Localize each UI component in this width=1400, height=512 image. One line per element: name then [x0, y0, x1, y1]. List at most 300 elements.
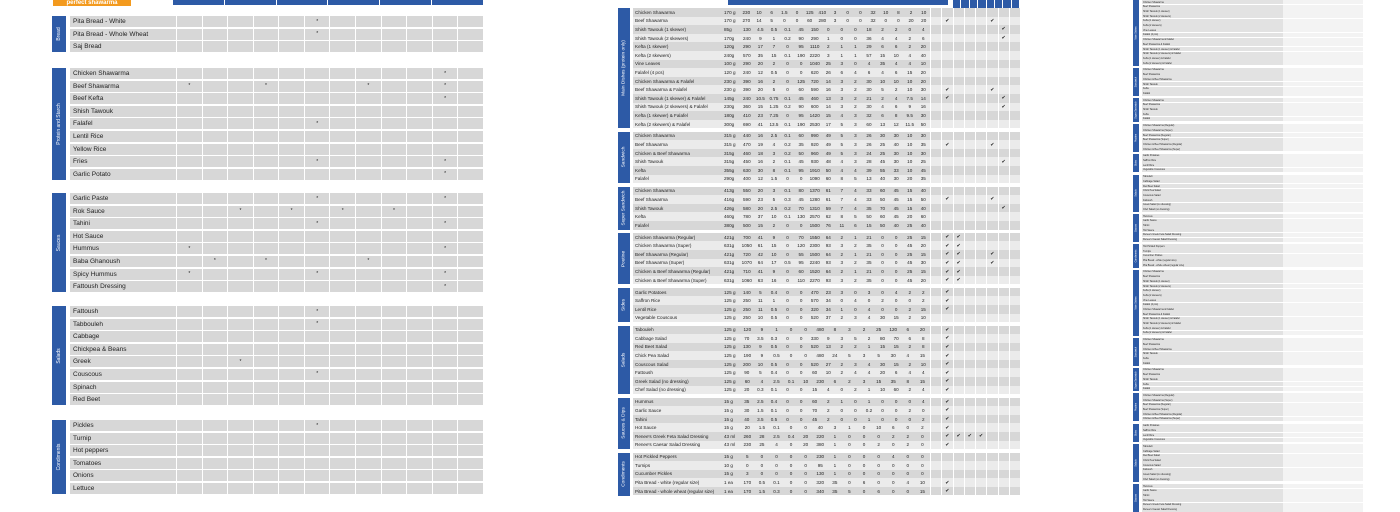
nutrition-value: 64 — [825, 234, 831, 240]
allergen-cell — [176, 470, 202, 481]
allergen-cells — [1283, 124, 1363, 128]
allergen-cell — [432, 445, 458, 456]
allergen-cell — [941, 8, 952, 17]
allergen-cells — [1283, 77, 1363, 81]
nutrition-value: 20 — [920, 78, 926, 84]
allergen-cell — [986, 305, 997, 314]
allergen-cell — [953, 17, 964, 26]
thumbnail-rows — [1142, 368, 1363, 391]
serving-size: 631g — [724, 260, 735, 266]
allergen-cells — [930, 423, 1020, 432]
item-name: Chicken Shawarma (Super) — [635, 243, 692, 249]
section-band — [1133, 124, 1139, 152]
nutrition-values — [740, 269, 930, 274]
nutrition-value: 26 — [866, 142, 872, 148]
allergen-cell — [381, 169, 407, 180]
allergen-cells — [176, 458, 483, 469]
allergen-cell — [227, 16, 253, 27]
allergen-cell — [930, 233, 941, 242]
ingredient-row — [70, 394, 483, 405]
nutrition-value: 4 — [854, 370, 857, 376]
thumbnail-row — [1142, 189, 1363, 193]
item-name: Beef Shawarma — [1143, 103, 1161, 107]
nutrition-value: 0 — [789, 488, 793, 494]
nutrition-value: 3 — [746, 471, 749, 477]
allergen-cell — [355, 356, 381, 367]
nutrition-value: 3 — [840, 260, 844, 266]
menu-row — [633, 204, 1020, 213]
allergen-cell — [381, 420, 407, 431]
nutrition-value: 2.5 — [757, 399, 764, 405]
serving-size: 125 g — [724, 335, 736, 341]
nutrition-value: 25 — [907, 269, 913, 275]
item-name: Renee's Greek Feta Salad Dressing — [1143, 503, 1182, 507]
item-name: Chicken Shawarma & Falafel — [635, 78, 695, 84]
allergen-cell — [1009, 250, 1020, 259]
item-name: Shish Tawouk — [1143, 352, 1158, 356]
nutrition-value: 0.5 — [770, 69, 778, 75]
allergen-cells — [1283, 19, 1363, 23]
thumbnail-row — [1142, 428, 1363, 432]
thumbnail-row — [1142, 458, 1363, 462]
menu-row — [633, 34, 1020, 43]
nutrition-value: 4 — [881, 69, 884, 75]
thumbnail-row — [1142, 249, 1363, 253]
allergen-cell — [986, 68, 997, 77]
thumbnail-row — [1142, 498, 1363, 502]
allergen-cells — [930, 398, 1020, 407]
nutrition-value: 13 — [866, 176, 872, 182]
nutrition-value: 40 — [920, 188, 926, 194]
ingredient-name: Spinach — [73, 383, 97, 391]
ingredient-name: Hot Sauce — [73, 232, 104, 240]
allergen-cell — [941, 470, 952, 479]
nutrition-value: 24 — [832, 353, 838, 359]
allergen-cell — [329, 106, 355, 117]
allergen-cell — [975, 415, 986, 424]
allergen-cell — [964, 386, 975, 395]
allergen-cell — [202, 218, 228, 229]
allergen-cell — [964, 233, 975, 242]
nutrition-value: 16 — [771, 277, 777, 283]
serving-size: 230 g — [724, 78, 736, 84]
nutrition-values — [740, 278, 930, 283]
nutrition-value: 14 — [825, 104, 831, 110]
nutrition-value: 1 — [854, 251, 857, 257]
allergen-cell — [930, 314, 941, 323]
allergen-cells — [930, 212, 1020, 221]
nutrition-value: 3 — [867, 289, 871, 295]
allergen-cell — [329, 382, 355, 393]
allergen-cell — [432, 433, 458, 444]
nutrition-value: 15 — [880, 344, 886, 350]
menu-row — [633, 77, 1020, 86]
thumbnail-row — [1142, 412, 1363, 416]
nutrition-value: 0 — [789, 454, 793, 460]
allergen-cell — [381, 106, 407, 117]
nutrition-value: 4 — [922, 370, 925, 376]
nutrition-value: 42 — [757, 251, 763, 257]
allergen-cell — [253, 131, 279, 142]
nutrition-value: 1060 — [741, 277, 752, 283]
allergen-cell: * — [304, 16, 330, 27]
nutrition-value: 0 — [862, 425, 866, 431]
nutrition-value: 90 — [744, 370, 750, 376]
allergen-cell — [304, 470, 330, 481]
section-band — [52, 68, 66, 180]
allergen-cell — [998, 8, 1009, 17]
nutrition-value: 125 — [805, 9, 814, 15]
allergen-cells — [176, 169, 483, 180]
allergen-cell: ✔ — [941, 305, 952, 314]
allergen-cell — [986, 60, 997, 69]
allergen-cells — [1283, 207, 1363, 211]
item-name: Saffron Rice — [1143, 428, 1157, 432]
allergen-cells — [176, 218, 483, 229]
allergen-cell: ✔ — [941, 85, 952, 94]
item-name: Chicken Shawarma — [1143, 68, 1164, 72]
ingredient-name: Rok Sauce — [73, 207, 105, 215]
thumbnail-row — [1142, 154, 1363, 158]
nutrition-value: 2 — [854, 104, 857, 110]
nutrition-value: 5 — [759, 289, 762, 295]
allergen-cell — [355, 106, 381, 117]
allergen-cell — [381, 445, 407, 456]
nutrition-value: 0 — [775, 454, 778, 460]
allergen-cells — [1283, 47, 1363, 51]
nutrition-values — [740, 336, 930, 341]
nutrition-value: 0 — [854, 407, 857, 413]
nutrition-value: 8 — [897, 9, 900, 15]
serving-size: 125 g — [724, 353, 736, 359]
allergen-cell — [930, 103, 941, 112]
nutrition-value: 27 — [825, 361, 831, 367]
allergen-cell — [432, 29, 458, 40]
nutrition-value: 10 — [876, 425, 882, 431]
section-band — [618, 187, 630, 230]
allergen-cell: * — [202, 256, 228, 267]
nutrition-value: 0.3 — [784, 196, 791, 202]
nutrition-value: 4 — [854, 167, 857, 173]
allergen-cells — [1283, 0, 1363, 4]
allergen-cell — [227, 144, 253, 155]
nutrition-value: 120 — [797, 243, 805, 249]
item-name: Shish Tawouk (1 skewer) & Falafel — [635, 95, 706, 101]
column-header-bar — [173, 0, 483, 5]
allergen-cell — [176, 144, 202, 155]
nutrition-value: 26 — [825, 69, 831, 75]
nutrition-value: 580 — [742, 205, 751, 211]
allergen-cell — [355, 68, 381, 79]
nutrition-value: 41 — [757, 269, 763, 275]
allergen-cell — [964, 334, 975, 343]
nutrition-value: 62 — [825, 214, 831, 220]
serving-size: 290g — [724, 176, 735, 182]
item-name: Beef Shawarma & Falafel — [1143, 42, 1171, 46]
allergen-cell — [953, 195, 964, 204]
nutrition-value: 0 — [894, 399, 898, 405]
nutrition-value: 0 — [881, 251, 884, 257]
nutrition-value: 470 — [810, 289, 819, 295]
allergen-cell — [227, 106, 253, 117]
allergen-cell — [1009, 406, 1020, 415]
thumbnail-row — [1142, 244, 1363, 248]
nutrition-value: 0.3 — [757, 387, 764, 393]
allergen-cell: * — [278, 206, 304, 217]
item-name: Falafel — [1143, 91, 1151, 95]
thumbnail-row — [1142, 463, 1363, 467]
nutrition-value: 2 — [854, 78, 857, 84]
thumbnail-row — [1142, 158, 1363, 162]
allergen-cells — [1283, 238, 1363, 242]
allergen-cells — [930, 175, 1020, 184]
allergen-cell — [975, 368, 986, 377]
allergen-cell — [202, 369, 228, 380]
nutrition-value: 3 — [862, 353, 866, 359]
ingredient-row — [70, 218, 483, 229]
allergen-cell — [975, 34, 986, 43]
allergen-cell — [964, 470, 975, 479]
allergen-cell — [355, 41, 381, 52]
nutrition-value: 35 — [866, 205, 872, 211]
allergen-cells — [930, 478, 1020, 487]
allergen-cells — [930, 103, 1020, 112]
nutrition-value: 0.1 — [784, 26, 791, 32]
allergen-cell — [457, 118, 483, 129]
nutrition-value: 4 — [854, 196, 857, 202]
item-name: Beef Shawarma — [1143, 373, 1161, 377]
allergen-cells — [176, 156, 483, 167]
nutrition-value: 45 — [920, 167, 926, 173]
nutrition-value: 0 — [877, 433, 880, 439]
section-label: Protein and Starch — [56, 103, 62, 145]
thumbnail-row — [1142, 233, 1363, 237]
nutrition-value: 1050 — [741, 243, 752, 249]
allergen-cell — [986, 441, 997, 450]
serving-size: 421g — [724, 234, 735, 240]
thumbnail-row — [1142, 61, 1363, 65]
nutrition-value: 0 — [848, 462, 851, 468]
nutrition-value: 0.4 — [770, 289, 778, 295]
section-label: Super Sandwich — [1134, 370, 1138, 389]
nutrition-value: 41 — [757, 234, 763, 240]
allergen-cells — [176, 256, 483, 267]
nutrition-value: 2 — [908, 361, 911, 367]
nutrition-value: 2 — [909, 9, 913, 15]
allergen-cell — [253, 218, 279, 229]
nutrition-values — [740, 104, 930, 109]
nutrition-value: 0.1 — [787, 378, 795, 384]
nutrition-value: 3 — [840, 78, 844, 84]
nutrition-value: 16 — [757, 159, 763, 165]
nutrition-value: 0 — [840, 416, 844, 422]
nutrition-value: 0 — [854, 61, 857, 67]
thumbnail-row — [1142, 138, 1363, 142]
thumbnail-row — [1142, 377, 1363, 381]
allergen-cells — [930, 386, 1020, 395]
allergen-cell — [355, 16, 381, 27]
allergen-cell — [227, 81, 253, 92]
allergen-cell — [202, 41, 228, 52]
nutrition-value: 0 — [746, 462, 749, 468]
ingredient-name: Pita Bread - Whole Wheat — [73, 30, 149, 38]
thumbnail-row — [1142, 307, 1363, 311]
allergen-cell — [432, 41, 458, 52]
nutrition-thumbnail-page — [1133, 0, 1363, 511]
item-name: Vine Leaves — [1143, 298, 1157, 302]
allergen-cell — [304, 41, 330, 52]
allergen-cell: ✔ — [998, 25, 1009, 34]
allergen-cell — [964, 204, 975, 213]
allergen-cell — [278, 319, 304, 330]
nutrition-value: 400 — [742, 176, 751, 182]
allergen-cells — [1283, 463, 1363, 467]
nutrition-value: 2 — [877, 442, 880, 448]
serving-size: 1 ea — [724, 480, 733, 486]
nutrition-value: 0.1 — [784, 133, 791, 139]
allergen-cells — [176, 81, 483, 92]
nutrition-value: 50 — [866, 214, 872, 220]
allergen-cell — [998, 241, 1009, 250]
allergen-cell — [176, 331, 202, 342]
nutrition-value: 6 — [894, 44, 898, 50]
nutrition-value: 3 — [840, 277, 844, 283]
allergen-cell — [998, 221, 1009, 230]
allergen-cell — [1009, 259, 1020, 268]
allergen-cells — [1283, 158, 1363, 162]
section-label: Poutine — [1134, 133, 1138, 142]
menu-row — [633, 276, 1020, 285]
nutrition-value: 30 — [757, 167, 763, 173]
nutrition-values — [740, 307, 930, 312]
nutrition-value: 3 — [840, 61, 844, 67]
nutrition-value: 30 — [880, 361, 886, 367]
nutrition-values — [740, 159, 930, 164]
section-band — [618, 326, 630, 395]
nutrition-value: 0 — [786, 112, 789, 118]
allergen-cells — [1283, 117, 1363, 121]
allergen-cell — [941, 157, 952, 166]
nutrition-value: 2 — [881, 95, 884, 101]
item-name: Shish Tawouk (1 skewer) — [635, 26, 686, 32]
menu-row — [633, 267, 1020, 276]
allergen-cell — [964, 441, 975, 450]
allergen-cells — [930, 487, 1020, 496]
allergen-cell — [253, 118, 279, 129]
nutrition-value: 35 — [920, 176, 926, 182]
nutrition-value: 0 — [826, 26, 830, 32]
nutrition-value: 7 — [840, 205, 844, 211]
allergen-cells — [1283, 472, 1363, 476]
nutrition-values — [740, 379, 930, 384]
ingredient-name: Falafel — [73, 120, 93, 128]
allergen-cell — [964, 351, 975, 360]
allergen-cells — [1283, 454, 1363, 458]
nutrition-value: 64 — [825, 269, 831, 275]
allergen-cell — [406, 445, 432, 456]
allergen-cells — [930, 406, 1020, 415]
nutrition-value: 1 — [848, 425, 851, 431]
allergen-cell — [964, 398, 975, 407]
section-band — [52, 16, 66, 52]
nutrition-value: 30 — [866, 87, 872, 93]
item-name: Vine Leaves — [635, 61, 661, 67]
allergen-cells — [176, 306, 483, 317]
allergen-cell — [355, 445, 381, 456]
allergen-cell — [975, 296, 986, 305]
allergen-cell: ✔ — [998, 103, 1009, 112]
nutrition-value: 17 — [757, 44, 763, 50]
item-name: Chicken Shawarma (Regular) — [635, 234, 696, 240]
allergen-cell — [941, 120, 952, 129]
nutrition-values — [740, 214, 930, 219]
allergen-cell: ✔ — [975, 432, 986, 441]
allergen-cell — [253, 93, 279, 104]
allergen-cell — [964, 305, 975, 314]
allergen-cell — [432, 118, 458, 129]
ingredient-section — [52, 420, 483, 494]
allergen-cell — [381, 218, 407, 229]
nutrition-value: 0 — [848, 480, 851, 486]
item-name: Fattoush — [1143, 198, 1153, 202]
nutrition-value: 0 — [894, 251, 898, 257]
allergen-cell — [998, 423, 1009, 432]
nutrition-value: 15 — [893, 361, 899, 367]
allergen-cell — [278, 81, 304, 92]
nutrition-value: 0 — [786, 387, 789, 393]
allergen-cell — [953, 305, 964, 314]
allergen-cell — [930, 368, 941, 377]
allergen-cell — [381, 231, 407, 242]
allergen-cell — [227, 118, 253, 129]
nutrition-value: 250 — [742, 315, 751, 321]
nutrition-value: 3 — [840, 104, 844, 110]
item-name: Vegetable Couscous — [1143, 168, 1165, 172]
allergen-cell — [329, 458, 355, 469]
allergen-cells — [930, 351, 1020, 360]
allergen-cell: * — [176, 243, 202, 254]
nutrition-value: 0 — [908, 26, 911, 32]
nutrition-values — [740, 454, 930, 459]
allergen-cells — [930, 60, 1020, 69]
allergen-cell — [1009, 187, 1020, 196]
allergen-cell — [202, 319, 228, 330]
allergen-cell — [253, 29, 279, 40]
ingredient-row — [70, 93, 483, 104]
section-band — [1133, 444, 1139, 482]
allergen-cell — [1009, 149, 1020, 158]
allergen-cell — [953, 77, 964, 86]
allergen-cells — [1283, 154, 1363, 158]
nutrition-value: 250 — [742, 306, 751, 312]
allergen-cell — [278, 106, 304, 117]
nutrition-value: 0.5 — [770, 315, 778, 321]
menu-rows — [633, 132, 1020, 184]
allergen-cells — [930, 250, 1020, 259]
thumbnail-row — [1142, 274, 1363, 278]
thumbnail-row — [1142, 19, 1363, 23]
allergen-cell: ✔ — [986, 195, 997, 204]
allergen-cell — [457, 16, 483, 27]
allergen-cell — [998, 296, 1009, 305]
allergen-cell — [975, 157, 986, 166]
allergen-cells — [930, 17, 1020, 26]
allergen-cells — [176, 281, 483, 292]
allergen-cell — [953, 212, 964, 221]
nutrition-values — [740, 223, 930, 228]
thumbnail-row — [1142, 387, 1363, 391]
allergen-cell — [975, 120, 986, 129]
